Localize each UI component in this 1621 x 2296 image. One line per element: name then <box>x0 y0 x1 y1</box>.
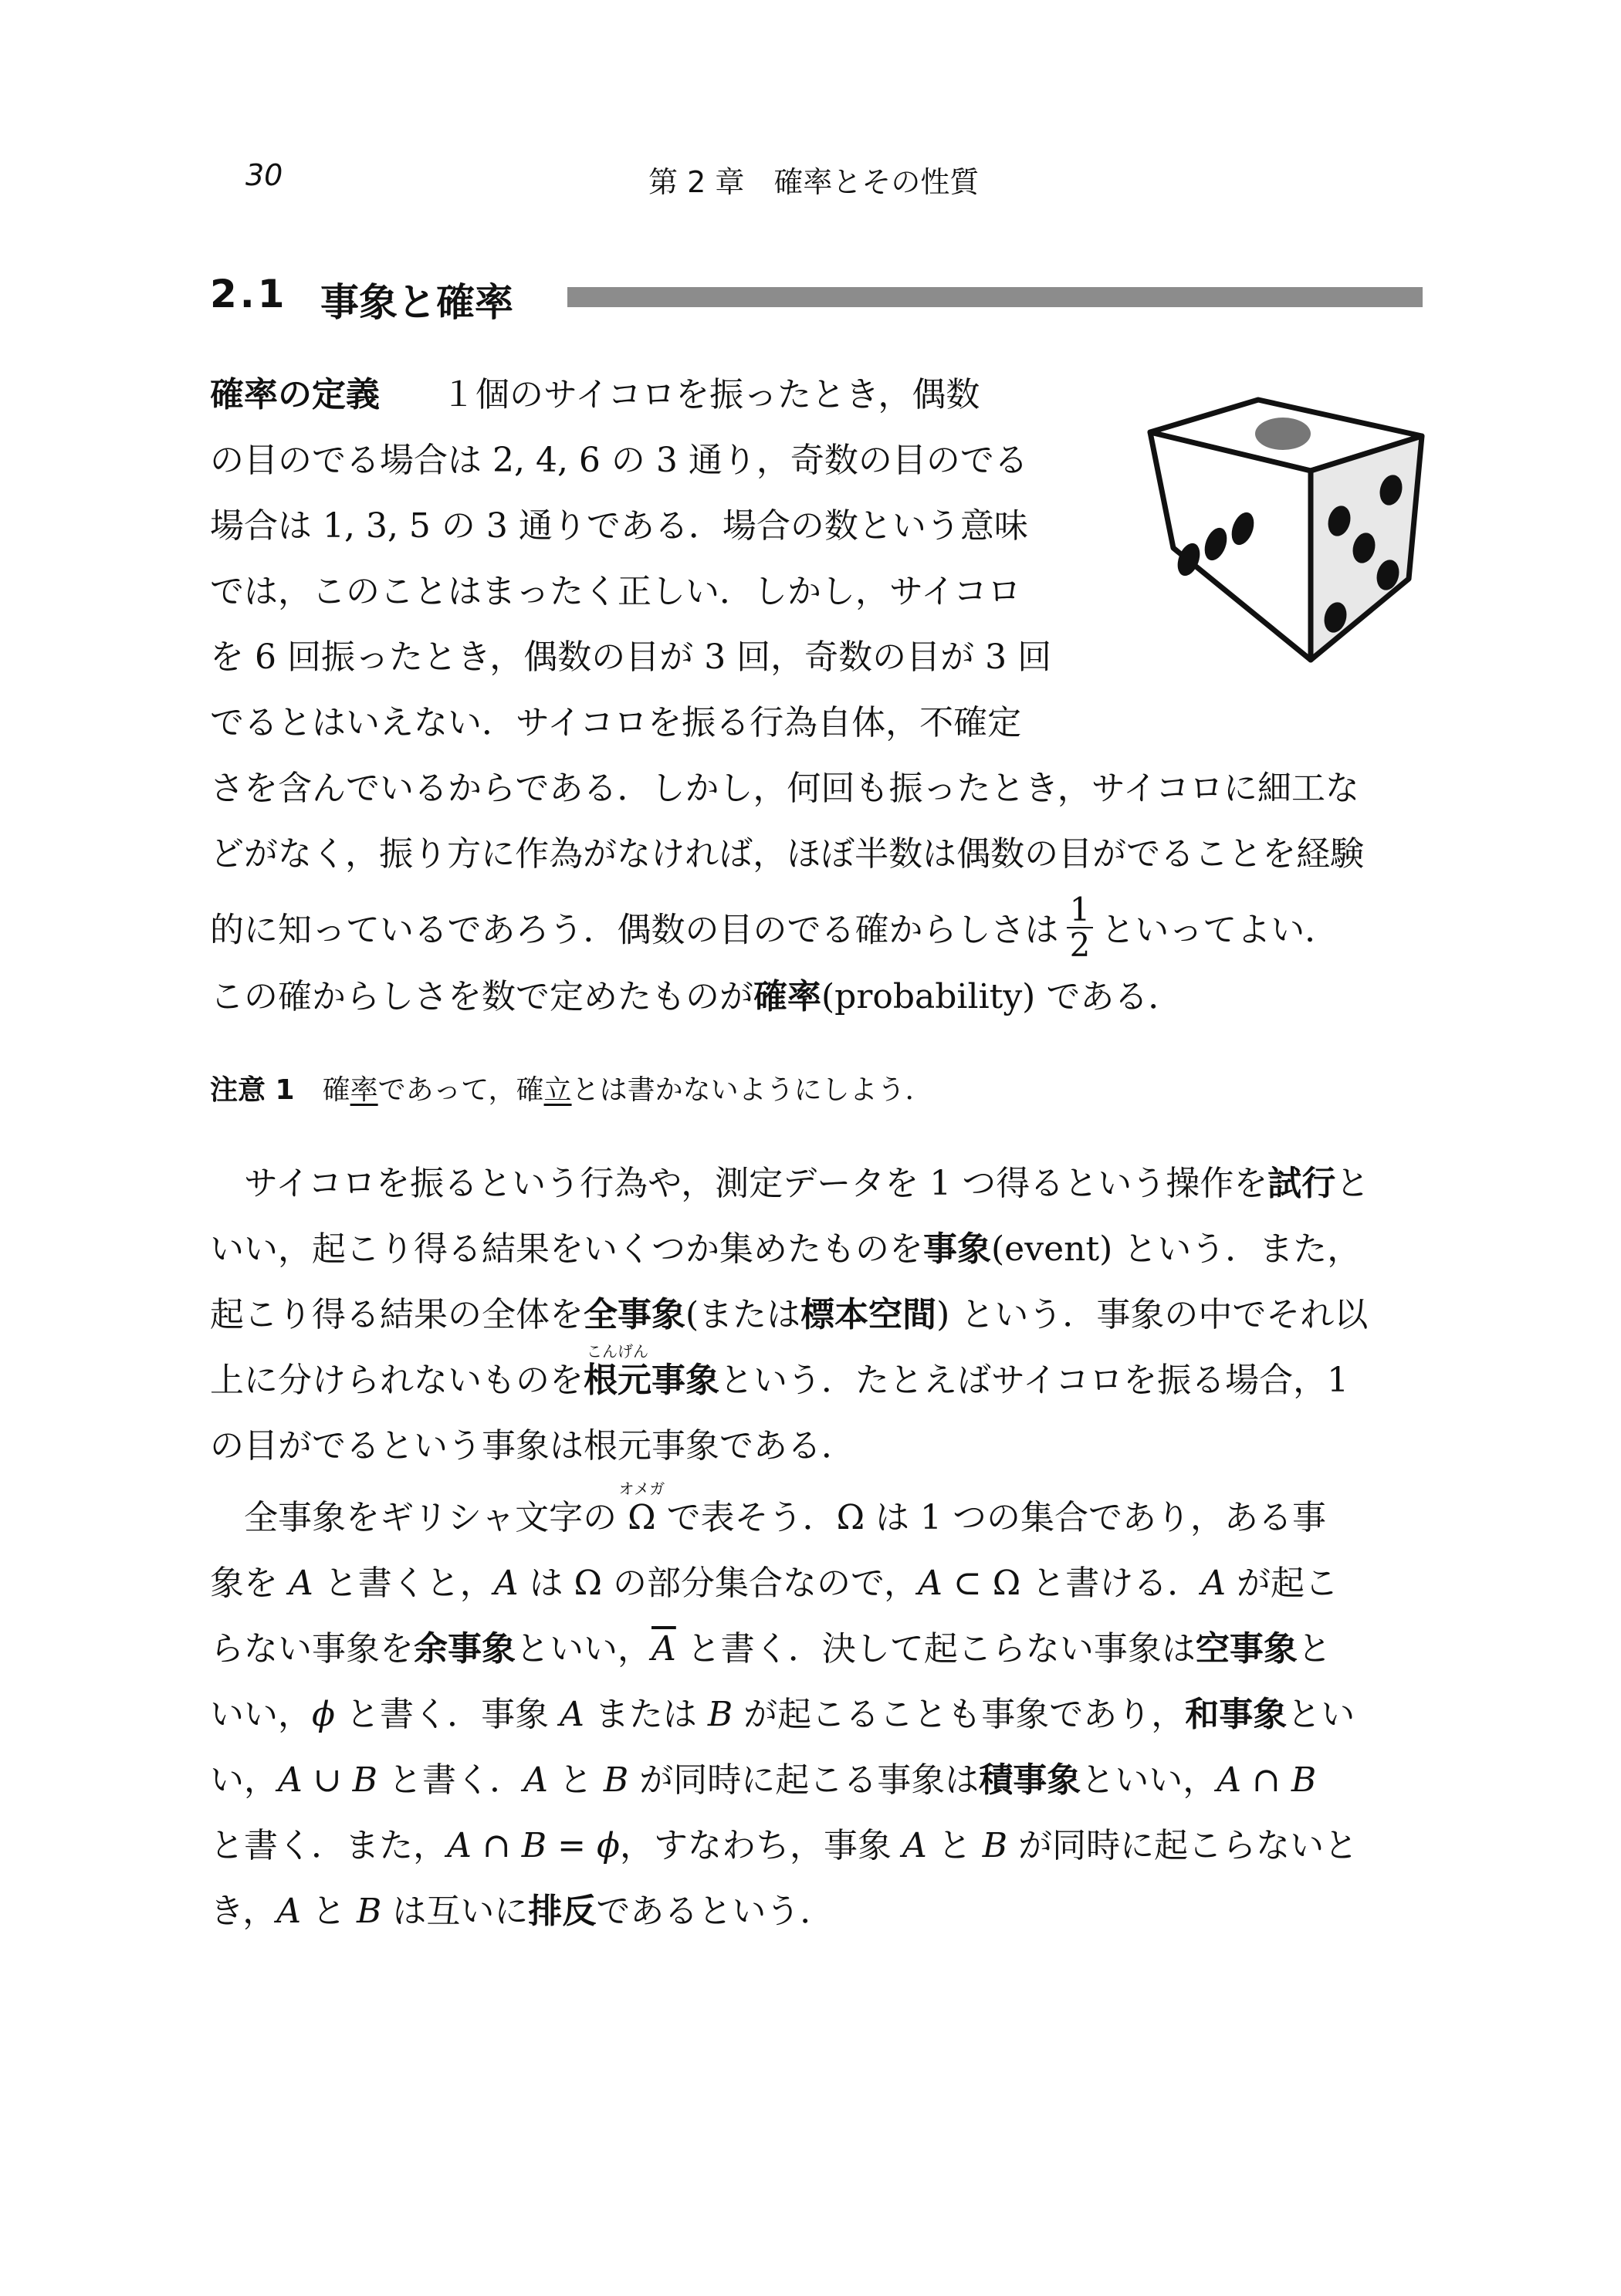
fraction-one-half: $\frac{1}{2}$ <box>1067 893 1094 962</box>
note: 注意 1 確率であって，確立とは書かないようにしよう． <box>210 1074 933 1106</box>
note-label: 注意 1 <box>210 1074 295 1106</box>
text-line: では，このことはまったく正しい．しかし，サイコロ <box>210 572 1022 611</box>
text-line: と書く．また，A ∩ B = ϕ，すなわち，事象 A と B が同時に起こらないと <box>210 1826 1359 1865</box>
paragraph-heading: 確率の定義 <box>210 375 380 414</box>
text-line: らない事象を余事象といい，$\overline{A}$ と書く．決して起こらない事象は空事象と <box>210 1629 1332 1669</box>
text-line: を 6 回振ったとき，偶数の目が 3 回，奇数の目が 3 回 <box>210 637 1052 677</box>
dice-top-pip <box>1255 418 1311 450</box>
text-line: さを含んでいるからである．しかし，何回も振ったとき，サイコロに細工な <box>210 769 1359 808</box>
text-line: い，A ∪ B と書く．A と B が同時に起こる事象は積事象といい，A ∩ B <box>210 1760 1317 1800</box>
text-line: 上に分けられないものを こんげん 根元事象という．たとえばサイコロを振る場合，1 <box>210 1342 1349 1400</box>
text-line: この確からしさを数で定めたものが確率(probability) である． <box>210 977 1183 1016</box>
dice-illustration <box>1142 394 1436 671</box>
ruby-annotation: こんげん 根元 <box>584 1342 651 1400</box>
text-line: いい，起こり得る結果をいくつか集めたものを事象(event) という．また， <box>210 1229 1362 1269</box>
text-line: 全事象をギリシャ文字の オメガ Ω で表そう．Ω は 1 つの集合であり，ある事 <box>244 1479 1327 1537</box>
text-line: いい，ϕ と書く．事象 A または B が起こることも事象であり，和事象とい <box>210 1695 1355 1734</box>
page-number: 30 <box>245 158 283 192</box>
complement-A: $\overline{A}$ <box>651 1629 676 1669</box>
text-line: どがなく，振り方に作為がなければ，ほぼ半数は偶数の目がでることを経験 <box>210 834 1365 874</box>
text-line: 起こり得る結果の全体を全事象(または標本空間) という．事象の中でそれ以 <box>210 1295 1369 1334</box>
section-rule <box>567 287 1423 307</box>
text-line: サイコロを振るという行為や，測定データを 1 つ得るという操作を試行と <box>244 1164 1370 1203</box>
text-line: 場合は 1, 3, 5 の 3 通りである．場合の数という意味 <box>210 506 1028 546</box>
text-line: の目のでる場合は 2, 4, 6 の 3 通り，奇数の目のでる <box>210 441 1028 480</box>
text-line: き，A と B は互いに排反であるという． <box>210 1892 834 1931</box>
running-head: 第 2 章 確率とその性質 <box>648 165 980 199</box>
ruby-annotation: オメガ Ω <box>618 1479 665 1537</box>
section-number: 2.1 <box>210 272 288 316</box>
text-line: 的に知っているであろう．偶数の目のでる確からしさは $\frac{1}{2}$ といってよい． <box>210 891 1339 965</box>
section-title: 事象と確率 <box>320 280 513 325</box>
dice-left-face <box>1150 432 1311 660</box>
text-line: でるとはいえない．サイコロを振る行為自体，不確定 <box>210 703 1022 742</box>
text-line: 確率の定義 １個のサイコロを振ったとき，偶数 <box>210 375 980 414</box>
text-line: 象を A と書くと，A は Ω の部分集合なので，A ⊂ Ω と書ける．A が起こ <box>210 1564 1339 1603</box>
text-line: の目がでるという事象は根元事象である． <box>210 1426 855 1466</box>
